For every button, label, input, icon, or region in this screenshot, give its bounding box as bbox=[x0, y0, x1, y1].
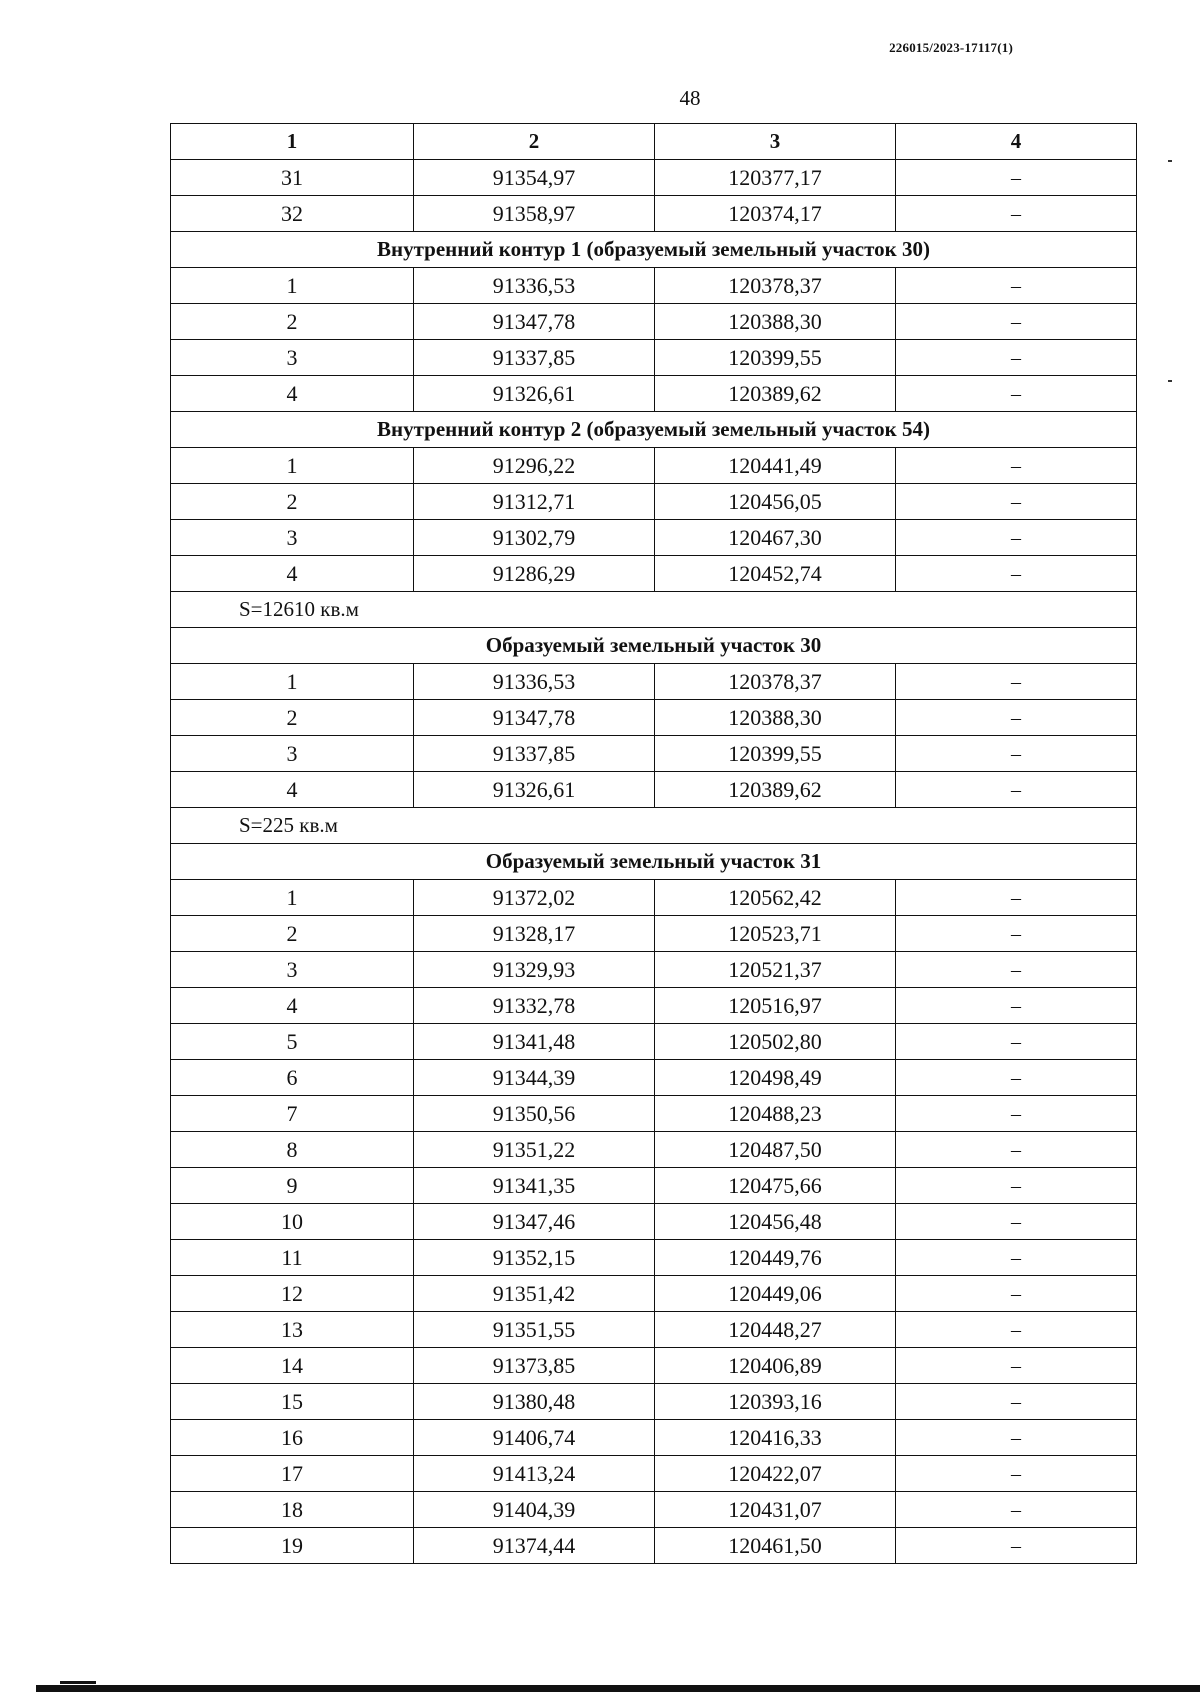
x-coordinate-cell: 91336,53 bbox=[414, 664, 655, 700]
point-number-cell: 31 bbox=[171, 160, 414, 196]
note-cell: – bbox=[896, 1132, 1137, 1168]
note-cell: – bbox=[896, 880, 1137, 916]
table-row bbox=[171, 1168, 1137, 1204]
point-number-cell: 5 bbox=[171, 1024, 414, 1060]
x-coordinate-cell: 91380,48 bbox=[414, 1384, 655, 1420]
y-coordinate-cell: 120377,17 bbox=[655, 160, 896, 196]
x-coordinate-cell: 91337,85 bbox=[414, 340, 655, 376]
table-header-row bbox=[171, 124, 1137, 160]
x-coordinate-cell: 91332,78 bbox=[414, 988, 655, 1024]
page-bottom-border-mark bbox=[60, 1681, 96, 1684]
point-number-cell: 8 bbox=[171, 1132, 414, 1168]
point-number-cell: 6 bbox=[171, 1060, 414, 1096]
note-cell: – bbox=[896, 1240, 1137, 1276]
x-coordinate-cell: 91374,44 bbox=[414, 1528, 655, 1564]
note-cell: – bbox=[896, 1384, 1137, 1420]
point-number-cell: 11 bbox=[171, 1240, 414, 1276]
y-coordinate-cell: 120399,55 bbox=[655, 340, 896, 376]
point-number-cell: 2 bbox=[171, 700, 414, 736]
point-number-cell: 4 bbox=[171, 376, 414, 412]
y-coordinate-cell: 120448,27 bbox=[655, 1312, 896, 1348]
table-row bbox=[171, 1060, 1137, 1096]
section-header-row bbox=[171, 412, 1137, 448]
area-row bbox=[171, 592, 1137, 628]
table-row bbox=[171, 376, 1137, 412]
note-cell: – bbox=[896, 1276, 1137, 1312]
x-coordinate-cell: 91358,97 bbox=[414, 196, 655, 232]
y-coordinate-cell: 120521,37 bbox=[655, 952, 896, 988]
note-cell: – bbox=[896, 1456, 1137, 1492]
note-cell: – bbox=[896, 700, 1137, 736]
x-coordinate-cell: 91326,61 bbox=[414, 772, 655, 808]
y-coordinate-cell: 120498,49 bbox=[655, 1060, 896, 1096]
header-col-note: 4 bbox=[896, 124, 1137, 160]
y-coordinate-cell: 120416,33 bbox=[655, 1420, 896, 1456]
section-title: Внутренний контур 2 (образуемый земельный участок 54) bbox=[171, 412, 1137, 448]
y-coordinate-cell: 120388,30 bbox=[655, 304, 896, 340]
point-number-cell: 18 bbox=[171, 1492, 414, 1528]
x-coordinate-cell: 91350,56 bbox=[414, 1096, 655, 1132]
table-row bbox=[171, 268, 1137, 304]
x-coordinate-cell: 91336,53 bbox=[414, 268, 655, 304]
page-number: 48 bbox=[679, 86, 701, 110]
y-coordinate-cell: 120393,16 bbox=[655, 1384, 896, 1420]
note-cell: – bbox=[896, 1420, 1137, 1456]
x-coordinate-cell: 91312,71 bbox=[414, 484, 655, 520]
note-cell: – bbox=[896, 340, 1137, 376]
x-coordinate-cell: 91351,22 bbox=[414, 1132, 655, 1168]
table-row bbox=[171, 1276, 1137, 1312]
note-cell: – bbox=[896, 1096, 1137, 1132]
point-number-cell: 13 bbox=[171, 1312, 414, 1348]
x-coordinate-cell: 91352,15 bbox=[414, 1240, 655, 1276]
point-number-cell: 16 bbox=[171, 1420, 414, 1456]
x-coordinate-cell: 91372,02 bbox=[414, 880, 655, 916]
note-cell: – bbox=[896, 952, 1137, 988]
y-coordinate-cell: 120487,50 bbox=[655, 1132, 896, 1168]
page-bottom-border bbox=[36, 1685, 1200, 1692]
point-number-cell: 4 bbox=[171, 988, 414, 1024]
y-coordinate-cell: 120523,71 bbox=[655, 916, 896, 952]
table-row bbox=[171, 1348, 1137, 1384]
x-coordinate-cell: 91404,39 bbox=[414, 1492, 655, 1528]
point-number-cell: 3 bbox=[171, 340, 414, 376]
x-coordinate-cell: 91354,97 bbox=[414, 160, 655, 196]
x-coordinate-cell: 91351,55 bbox=[414, 1312, 655, 1348]
header-col-point-number: 1 bbox=[171, 124, 414, 160]
note-cell: – bbox=[896, 772, 1137, 808]
section-title: Образуемый земельный участок 30 bbox=[171, 628, 1137, 664]
note-cell: – bbox=[896, 988, 1137, 1024]
table-row bbox=[171, 1024, 1137, 1060]
point-number-cell: 7 bbox=[171, 1096, 414, 1132]
table-row bbox=[171, 1204, 1137, 1240]
table-row bbox=[171, 700, 1137, 736]
note-cell: – bbox=[896, 1312, 1137, 1348]
table-row bbox=[171, 160, 1137, 196]
point-number-cell: 32 bbox=[171, 196, 414, 232]
x-coordinate-cell: 91328,17 bbox=[414, 916, 655, 952]
note-cell: – bbox=[896, 448, 1137, 484]
point-number-cell: 1 bbox=[171, 664, 414, 700]
area-value: S=12610 кв.м bbox=[171, 592, 1137, 628]
table-row bbox=[171, 952, 1137, 988]
note-cell: – bbox=[896, 1204, 1137, 1240]
point-number-cell: 2 bbox=[171, 916, 414, 952]
table-row bbox=[171, 520, 1137, 556]
point-number-cell: 2 bbox=[171, 484, 414, 520]
y-coordinate-cell: 120399,55 bbox=[655, 736, 896, 772]
point-number-cell: 1 bbox=[171, 448, 414, 484]
point-number-cell: 1 bbox=[171, 880, 414, 916]
y-coordinate-cell: 120488,23 bbox=[655, 1096, 896, 1132]
point-number-cell: 9 bbox=[171, 1168, 414, 1204]
y-coordinate-cell: 120389,62 bbox=[655, 772, 896, 808]
table-row bbox=[171, 1528, 1137, 1564]
table-row bbox=[171, 1420, 1137, 1456]
area-value: S=225 кв.м bbox=[171, 808, 1137, 844]
document-registration-number: 226015/2023-17117(1) bbox=[889, 40, 1013, 55]
table-row bbox=[171, 556, 1137, 592]
table-row bbox=[171, 916, 1137, 952]
header-col-y: 3 bbox=[655, 124, 896, 160]
note-cell: – bbox=[896, 484, 1137, 520]
note-cell: – bbox=[896, 916, 1137, 952]
table-row bbox=[171, 1492, 1137, 1528]
note-cell: – bbox=[896, 1168, 1137, 1204]
point-number-cell: 12 bbox=[171, 1276, 414, 1312]
table-row bbox=[171, 1240, 1137, 1276]
table-row bbox=[171, 1312, 1137, 1348]
y-coordinate-cell: 120516,97 bbox=[655, 988, 896, 1024]
x-coordinate-cell: 91344,39 bbox=[414, 1060, 655, 1096]
note-cell: – bbox=[896, 1024, 1137, 1060]
table-row bbox=[171, 1456, 1137, 1492]
table-row bbox=[171, 1132, 1137, 1168]
y-coordinate-cell: 120389,62 bbox=[655, 376, 896, 412]
y-coordinate-cell: 120502,80 bbox=[655, 1024, 896, 1060]
section-title: Образуемый земельный участок 31 bbox=[171, 844, 1137, 880]
point-number-cell: 4 bbox=[171, 556, 414, 592]
table-row bbox=[171, 772, 1137, 808]
y-coordinate-cell: 120562,42 bbox=[655, 880, 896, 916]
table-body bbox=[171, 160, 1137, 1564]
margin-mark bbox=[1168, 380, 1172, 382]
table-row bbox=[171, 196, 1137, 232]
x-coordinate-cell: 91296,22 bbox=[414, 448, 655, 484]
y-coordinate-cell: 120378,37 bbox=[655, 664, 896, 700]
x-coordinate-cell: 91347,78 bbox=[414, 304, 655, 340]
table-row bbox=[171, 1096, 1137, 1132]
x-coordinate-cell: 91413,24 bbox=[414, 1456, 655, 1492]
y-coordinate-cell: 120456,05 bbox=[655, 484, 896, 520]
x-coordinate-cell: 91341,48 bbox=[414, 1024, 655, 1060]
point-number-cell: 14 bbox=[171, 1348, 414, 1384]
x-coordinate-cell: 91347,78 bbox=[414, 700, 655, 736]
point-number-cell: 2 bbox=[171, 304, 414, 340]
note-cell: – bbox=[896, 1528, 1137, 1564]
coordinates-table bbox=[170, 123, 1137, 1564]
point-number-cell: 1 bbox=[171, 268, 414, 304]
y-coordinate-cell: 120431,07 bbox=[655, 1492, 896, 1528]
table-row bbox=[171, 448, 1137, 484]
note-cell: – bbox=[896, 160, 1137, 196]
table-row bbox=[171, 880, 1137, 916]
note-cell: – bbox=[896, 304, 1137, 340]
x-coordinate-cell: 91406,74 bbox=[414, 1420, 655, 1456]
x-coordinate-cell: 91302,79 bbox=[414, 520, 655, 556]
point-number-cell: 10 bbox=[171, 1204, 414, 1240]
table-row bbox=[171, 484, 1137, 520]
note-cell: – bbox=[896, 268, 1137, 304]
note-cell: – bbox=[896, 1060, 1137, 1096]
table-row bbox=[171, 988, 1137, 1024]
y-coordinate-cell: 120452,74 bbox=[655, 556, 896, 592]
table-row bbox=[171, 664, 1137, 700]
point-number-cell: 17 bbox=[171, 1456, 414, 1492]
table-row bbox=[171, 304, 1137, 340]
margin-mark bbox=[1168, 160, 1172, 162]
point-number-cell: 3 bbox=[171, 736, 414, 772]
y-coordinate-cell: 120467,30 bbox=[655, 520, 896, 556]
y-coordinate-cell: 120388,30 bbox=[655, 700, 896, 736]
point-number-cell: 19 bbox=[171, 1528, 414, 1564]
x-coordinate-cell: 91329,93 bbox=[414, 952, 655, 988]
note-cell: – bbox=[896, 1348, 1137, 1384]
point-number-cell: 3 bbox=[171, 520, 414, 556]
y-coordinate-cell: 120374,17 bbox=[655, 196, 896, 232]
y-coordinate-cell: 120441,49 bbox=[655, 448, 896, 484]
y-coordinate-cell: 120449,06 bbox=[655, 1276, 896, 1312]
note-cell: – bbox=[896, 556, 1137, 592]
x-coordinate-cell: 91286,29 bbox=[414, 556, 655, 592]
x-coordinate-cell: 91373,85 bbox=[414, 1348, 655, 1384]
section-title: Внутренний контур 1 (образуемый земельный участок 30) bbox=[171, 232, 1137, 268]
note-cell: – bbox=[896, 1492, 1137, 1528]
section-header-row bbox=[171, 232, 1137, 268]
x-coordinate-cell: 91341,35 bbox=[414, 1168, 655, 1204]
note-cell: – bbox=[896, 376, 1137, 412]
y-coordinate-cell: 120378,37 bbox=[655, 268, 896, 304]
note-cell: – bbox=[896, 196, 1137, 232]
y-coordinate-cell: 120461,50 bbox=[655, 1528, 896, 1564]
x-coordinate-cell: 91326,61 bbox=[414, 376, 655, 412]
table-row bbox=[171, 1384, 1137, 1420]
x-coordinate-cell: 91347,46 bbox=[414, 1204, 655, 1240]
y-coordinate-cell: 120422,07 bbox=[655, 1456, 896, 1492]
note-cell: – bbox=[896, 520, 1137, 556]
y-coordinate-cell: 120449,76 bbox=[655, 1240, 896, 1276]
table-row bbox=[171, 340, 1137, 376]
table-row bbox=[171, 736, 1137, 772]
note-cell: – bbox=[896, 664, 1137, 700]
point-number-cell: 15 bbox=[171, 1384, 414, 1420]
section-header-row bbox=[171, 844, 1137, 880]
x-coordinate-cell: 91337,85 bbox=[414, 736, 655, 772]
y-coordinate-cell: 120475,66 bbox=[655, 1168, 896, 1204]
y-coordinate-cell: 120456,48 bbox=[655, 1204, 896, 1240]
point-number-cell: 3 bbox=[171, 952, 414, 988]
section-header-row bbox=[171, 628, 1137, 664]
x-coordinate-cell: 91351,42 bbox=[414, 1276, 655, 1312]
point-number-cell: 4 bbox=[171, 772, 414, 808]
note-cell: – bbox=[896, 736, 1137, 772]
y-coordinate-cell: 120406,89 bbox=[655, 1348, 896, 1384]
header-col-x: 2 bbox=[414, 124, 655, 160]
area-row bbox=[171, 808, 1137, 844]
